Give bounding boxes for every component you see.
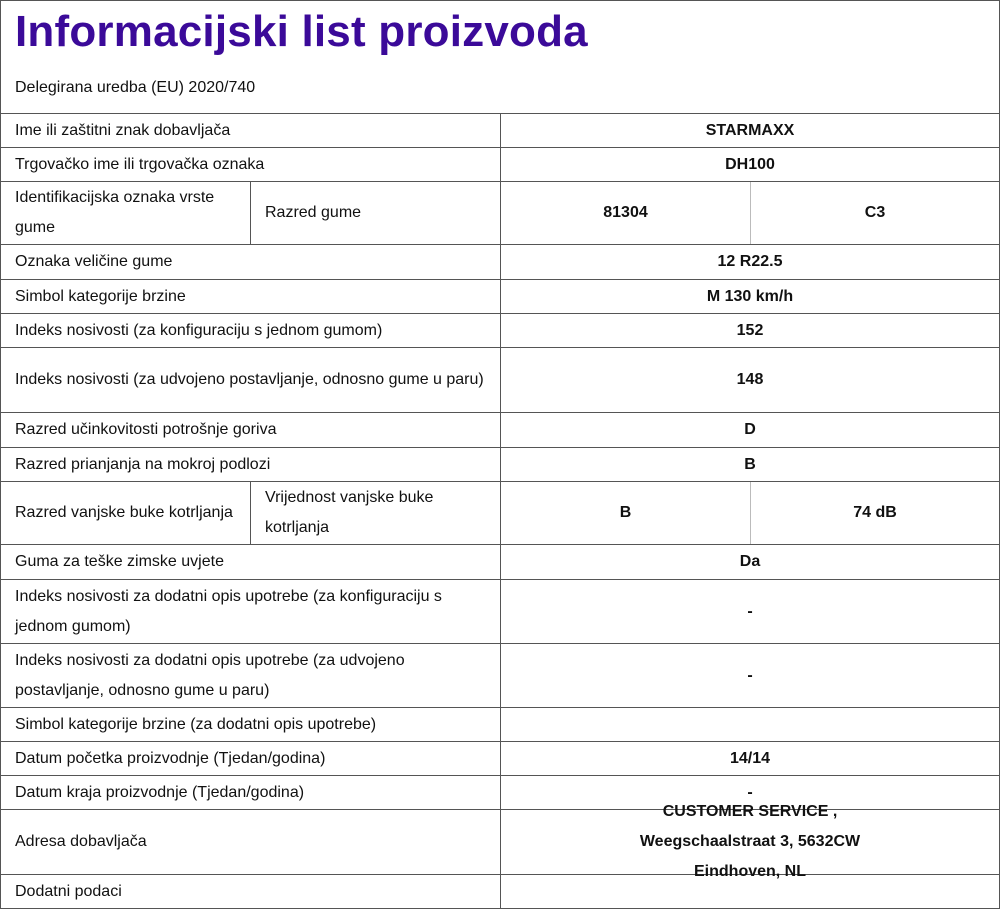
sheet-header <box>1 1 999 114</box>
regulation-reference: Delegirana uredba (EU) 2020/740 <box>15 79 256 96</box>
label-load-dual: Indeks nosivosti (za udvojeno postavljanje, odnosno gume u paru) <box>1 348 501 412</box>
label-add-load-dual: Indeks nosivosti za dodatni opis upotrebe (za udvojeno postavljanje, odnosno gume u paru) <box>1 644 501 707</box>
value-extra <box>501 875 999 908</box>
label-speed: Simbol kategorije brzine <box>1 280 501 313</box>
row-load-dual <box>1 348 999 413</box>
value-fuel: D <box>744 421 756 438</box>
value-address: CUSTOMER SERVICE , Weegschaalstraat 3, 5632CW Eindhoven, NL <box>639 803 861 880</box>
value-speed: M 130 km/h <box>706 287 794 305</box>
row-fuel <box>1 413 999 448</box>
row-snow <box>1 545 999 580</box>
value-size: 12 R22.5 <box>717 253 783 270</box>
value-load-dual: 148 <box>736 371 764 388</box>
label-snow: Guma za teške zimske uvjete <box>1 545 501 579</box>
label-noise-value: Vrijednost vanjske buke kotrljanja <box>251 482 501 544</box>
row-speed <box>1 280 999 314</box>
row-add-speed <box>1 708 999 742</box>
value-prod-start: 14/14 <box>729 749 771 767</box>
label-tyre-class: Razred gume <box>251 182 501 244</box>
value-noise-db: 74 dB <box>853 504 897 521</box>
value-wet-grip: B <box>744 455 756 473</box>
value-trade-name: DH100 <box>725 155 775 173</box>
label-prod-start: Datum početka proizvodnje (Tjedan/godina) <box>1 742 501 775</box>
value-add-load-single: - <box>747 602 753 620</box>
label-add-load-single: Indeks nosivosti za dodatni opis upotrebe (za konfiguraciju s jednom gumom) <box>1 580 501 643</box>
row-extra <box>1 875 999 908</box>
row-add-load-single <box>1 580 999 644</box>
value-type-identifier: 81304 <box>501 182 751 244</box>
label-prod-end: Datum kraja proizvodnje (Tjedan/godina) <box>1 776 501 809</box>
row-add-load-dual <box>1 644 999 708</box>
value-load-single: 152 <box>736 321 764 339</box>
page-title: Informacijski list proizvoda <box>15 7 588 56</box>
label-load-single: Indeks nosivosti (za konfiguraciju s jednom gumom) <box>1 314 501 347</box>
value-add-speed <box>501 708 999 741</box>
label-noise-class: Razred vanjske buke kotrljanja <box>1 482 251 544</box>
row-address <box>1 803 999 880</box>
row-noise <box>1 482 999 545</box>
value-tyre-class: C3 <box>864 204 886 221</box>
label-fuel: Razred učinkovitosti potrošnje goriva <box>1 413 501 447</box>
label-wet-grip: Razred prianjanja na mokroj podlozi <box>1 448 501 481</box>
row-load-single <box>1 314 999 348</box>
row-size <box>1 245 999 280</box>
label-trade-name: Trgovačko ime ili trgovačka oznaka <box>1 148 501 181</box>
row-type-identifier <box>1 182 999 245</box>
label-type-identifier: Identifikacijska oznaka vrste gume <box>1 182 251 244</box>
value-supplier: STARMAXX <box>705 121 795 139</box>
row-supplier <box>1 114 999 148</box>
row-prod-start <box>1 742 999 776</box>
label-extra: Dodatni podaci <box>1 875 501 908</box>
value-prod-end: - <box>747 783 753 801</box>
label-size: Oznaka veličine gume <box>1 245 501 279</box>
label-supplier: Ime ili zaštitni znak dobavljača <box>1 114 501 147</box>
label-address: Adresa dobavljača <box>1 810 501 874</box>
value-snow: Da <box>739 553 761 570</box>
row-wet-grip <box>1 448 999 482</box>
value-noise-class: B <box>501 482 751 544</box>
label-add-speed: Simbol kategorije brzine (za dodatni opis upotrebe) <box>1 708 501 741</box>
value-add-load-dual: - <box>747 666 753 684</box>
row-trade-name <box>1 148 999 182</box>
